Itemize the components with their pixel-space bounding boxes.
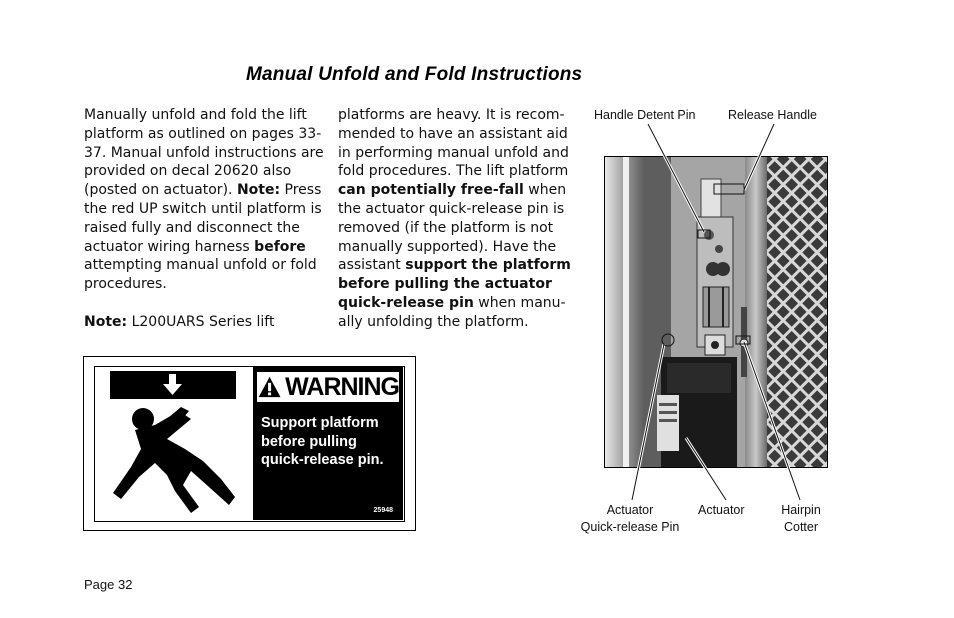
intro-text-a: Manually unfold and fold the lift platform as outlined on pages 33-37. Manual unfold instructions are provided on decal 20620 also (posted on actuator). — [84, 107, 324, 199]
page-title: Manual Unfold and Fold Instructions — [246, 64, 583, 85]
callout-hairpin-line-1: Hairpin — [781, 503, 821, 517]
note-label-2: Note: — [84, 313, 128, 330]
before-emphasis: before — [254, 238, 306, 255]
warning-line-2: before pulling — [261, 433, 357, 450]
cont-text-a: platforms are heavy. It is recom-mended to have an assistant aid in performing manual unfold and fold procedures. The lift platform — [338, 107, 569, 180]
note-label: Note: — [236, 182, 281, 199]
warning-line-3: quick-release pin. — [261, 452, 384, 468]
callout-handle-detent-pin: Handle Detent Pin — [594, 108, 696, 122]
note-text: L200UARS Series lift — [127, 313, 275, 330]
warning-line-1: Support platform — [261, 415, 379, 431]
free-fall-emphasis: can potentially free-fall — [338, 182, 524, 199]
cont-text-c: when the actuator quick-release pin is removed (if the platform is not manually supported). Have the assistant — [338, 182, 567, 274]
callout-actuator-qr-line-1: Actuator — [606, 503, 654, 517]
page-number: Page 32 — [84, 577, 133, 592]
callout-hairpin-line-2: Cotter — [783, 520, 819, 534]
callout-actuator: Actuator — [698, 503, 745, 517]
cont-text-d: when manu-ally unfolding the platform. — [338, 294, 566, 330]
warning-word: WARNING — [285, 372, 399, 401]
support-emphasis: support the platform before pulling the actuator quick-release pin — [338, 257, 571, 311]
intro-text-c: attempting manual unfold or fold procedures. — [84, 257, 317, 293]
intro-text-b: Press the red UP switch until platform is raised fully and disconnect the actuator wiring harness — [84, 182, 322, 255]
callout-actuator-qr-line-2: Quick-release Pin — [580, 520, 680, 534]
decal-number: 25948 — [373, 507, 393, 514]
callout-release-handle: Release Handle — [728, 108, 817, 122]
